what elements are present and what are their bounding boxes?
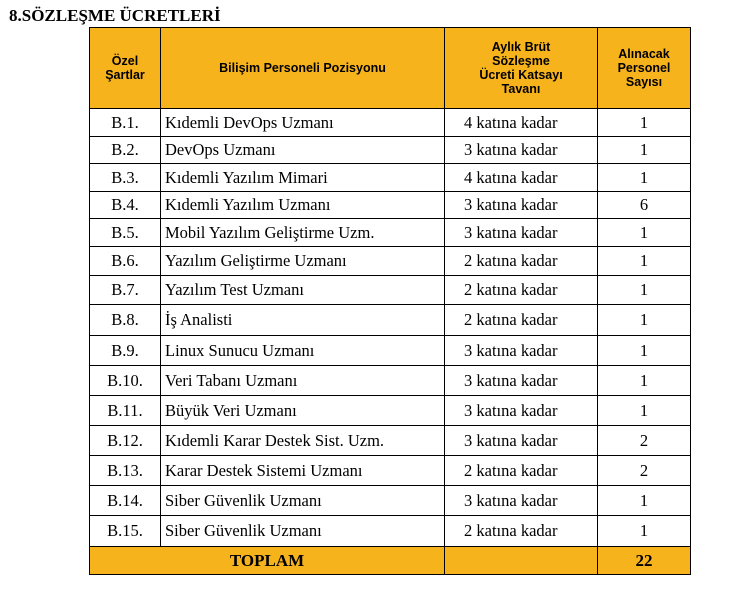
table-row (90, 366, 691, 396)
row-code: B.8. (90, 305, 161, 336)
row-count: 2 (598, 426, 691, 456)
row-count: 1 (598, 164, 691, 192)
row-code: B.4. (90, 192, 161, 219)
row-multiplier: 2 katına kadar (445, 276, 598, 305)
row-count: 1 (598, 219, 691, 247)
row-code: B.10. (90, 366, 161, 396)
row-count: 1 (598, 305, 691, 336)
header-position: Bilişim Personeli Pozisyonu (161, 28, 445, 109)
table-row (90, 137, 691, 164)
header-multiplier (445, 28, 598, 109)
row-code: B.7. (90, 276, 161, 305)
table-row (90, 219, 691, 247)
row-multiplier: 3 katına kadar (445, 192, 598, 219)
row-code: B.15. (90, 516, 161, 547)
header-code (90, 28, 161, 109)
row-code: B.2. (90, 137, 161, 164)
table-header-row (90, 28, 691, 109)
row-multiplier: 2 katına kadar (445, 456, 598, 486)
total-row (90, 547, 691, 575)
row-code: B.14. (90, 486, 161, 516)
table-row (90, 247, 691, 276)
row-code: B.11. (90, 396, 161, 426)
row-position: Kıdemli Yazılım Mimari (161, 164, 445, 192)
row-count: 1 (598, 336, 691, 366)
row-multiplier: 3 katına kadar (445, 137, 598, 164)
row-code: B.6. (90, 247, 161, 276)
row-position: Yazılım Geliştirme Uzmanı (161, 247, 445, 276)
row-multiplier: 3 katına kadar (445, 426, 598, 456)
row-position: Mobil Yazılım Geliştirme Uzm. (161, 219, 445, 247)
row-count: 1 (598, 276, 691, 305)
row-count: 6 (598, 192, 691, 219)
row-count: 1 (598, 516, 691, 547)
row-multiplier: 3 katına kadar (445, 486, 598, 516)
contract-fees-table (89, 27, 691, 575)
row-position: Veri Tabanı Uzmanı (161, 366, 445, 396)
row-multiplier: 2 katına kadar (445, 247, 598, 276)
row-count: 1 (598, 366, 691, 396)
row-count: 1 (598, 486, 691, 516)
table-row (90, 192, 691, 219)
row-multiplier: 2 katına kadar (445, 305, 598, 336)
row-position: DevOps Uzmanı (161, 137, 445, 164)
table-row (90, 396, 691, 426)
h-code-text: Özel Şartlar (105, 54, 145, 82)
row-multiplier: 3 katına kadar (445, 336, 598, 366)
row-code: B.1. (90, 109, 161, 137)
h-count-text: Alınacak Personel Sayısı (617, 47, 671, 89)
row-count: 1 (598, 109, 691, 137)
row-position: Karar Destek Sistemi Uzmanı (161, 456, 445, 486)
row-count: 1 (598, 396, 691, 426)
row-count: 2 (598, 456, 691, 486)
row-multiplier: 3 katına kadar (445, 366, 598, 396)
table-row (90, 516, 691, 547)
total-empty-cell (445, 547, 598, 575)
row-code: B.5. (90, 219, 161, 247)
total-count: 22 (598, 547, 691, 575)
row-code: B.3. (90, 164, 161, 192)
row-position: Kıdemli DevOps Uzmanı (161, 109, 445, 137)
table-row (90, 426, 691, 456)
row-position: Yazılım Test Uzmanı (161, 276, 445, 305)
row-multiplier: 3 katına kadar (445, 396, 598, 426)
table-row (90, 456, 691, 486)
row-count: 1 (598, 247, 691, 276)
row-position: Siber Güvenlik Uzmanı (161, 516, 445, 547)
row-code: B.12. (90, 426, 161, 456)
row-code: B.13. (90, 456, 161, 486)
table-row (90, 305, 691, 336)
row-position: Büyük Veri Uzmanı (161, 396, 445, 426)
table-row (90, 276, 691, 305)
row-position: Kıdemli Karar Destek Sist. Uzm. (161, 426, 445, 456)
row-position: Kıdemli Yazılım Uzmanı (161, 192, 445, 219)
row-position: Linux Sunucu Uzmanı (161, 336, 445, 366)
row-multiplier: 3 katına kadar (445, 219, 598, 247)
row-multiplier: 2 katına kadar (445, 516, 598, 547)
row-count: 1 (598, 137, 691, 164)
table-row (90, 109, 691, 137)
row-multiplier: 4 katına kadar (445, 109, 598, 137)
row-position: Siber Güvenlik Uzmanı (161, 486, 445, 516)
table-row (90, 486, 691, 516)
row-multiplier: 4 katına kadar (445, 164, 598, 192)
section-title: 8.SÖZLEŞME ÜCRETLERİ (9, 6, 221, 25)
row-position: İş Analisti (161, 305, 445, 336)
h-mult-text: Aylık Brüt Sözleşme Ücreti Katsayı Tavanı (479, 40, 563, 96)
row-code: B.9. (90, 336, 161, 366)
header-count (598, 28, 691, 109)
table-row (90, 164, 691, 192)
total-label: TOPLAM (90, 547, 445, 575)
table-row (90, 336, 691, 366)
